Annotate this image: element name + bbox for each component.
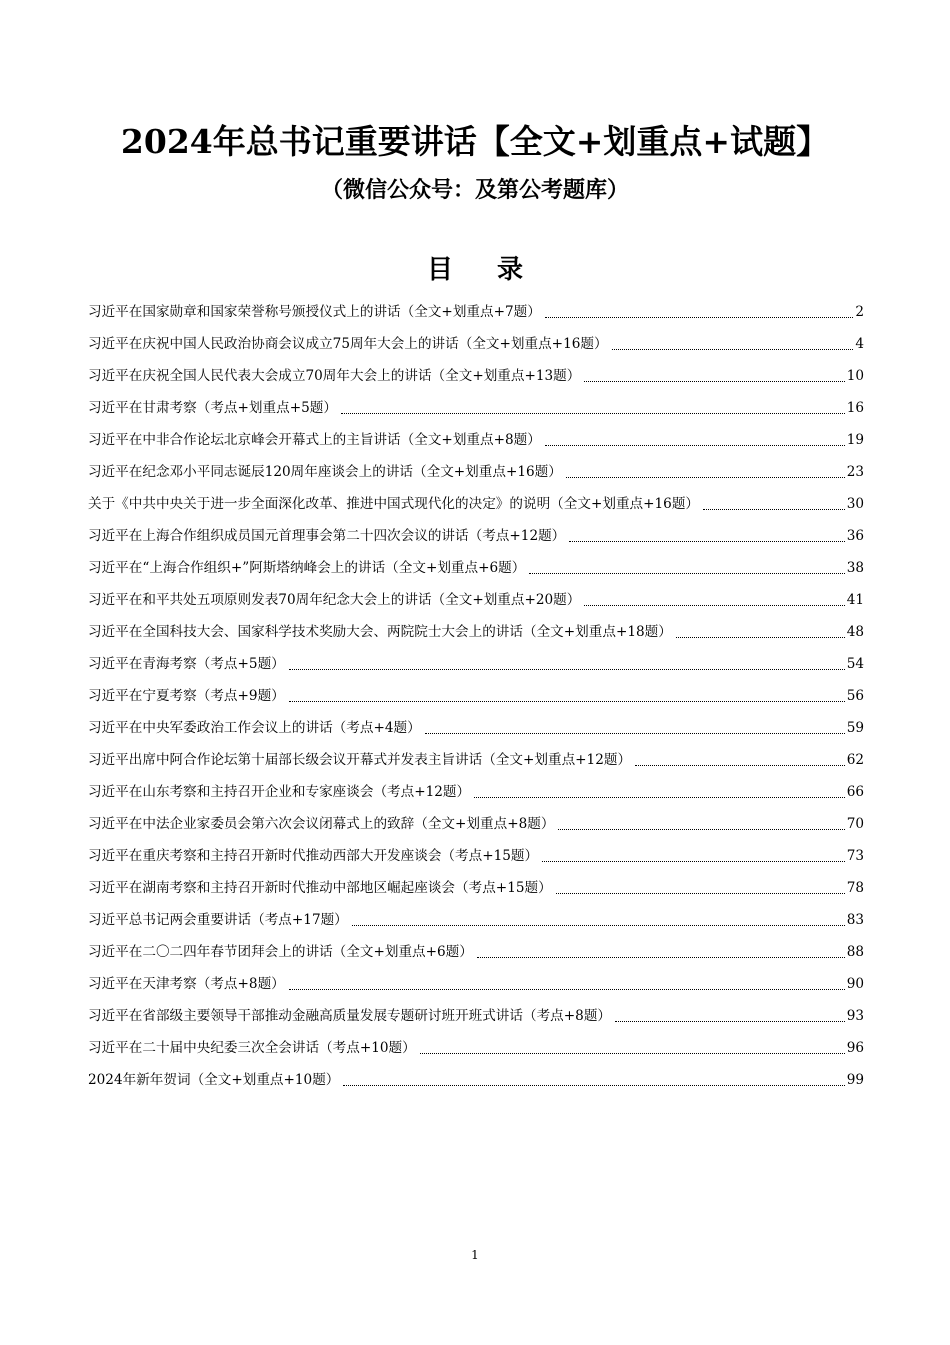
- toc-entry[interactable]: [88, 680, 864, 712]
- toc-dot-leader: [676, 637, 845, 638]
- toc-entry-title: 习近平在上海合作组织成员国元首理事会第二十四次会议的讲话（考点+12题）: [88, 528, 566, 544]
- toc-entry-title: 习近平在和平共处五项原则发表70周年纪念大会上的讲话（全文+划重点+20题）: [88, 592, 581, 608]
- toc-dot-leader: [425, 733, 845, 734]
- toc-entry-page: 38: [846, 560, 864, 576]
- toc-entry-page: 30: [846, 496, 864, 512]
- toc-dot-leader: [474, 797, 845, 798]
- toc-entry-title: 习近平在甘肃考察（考点+划重点+5题）: [88, 400, 337, 416]
- toc-dot-leader: [289, 669, 845, 670]
- toc-entry-page: 99: [846, 1072, 864, 1088]
- toc-entry-page: 62: [846, 752, 864, 768]
- toc-entry[interactable]: [88, 872, 864, 904]
- toc-entry[interactable]: [88, 520, 864, 552]
- toc-entry[interactable]: [88, 616, 864, 648]
- toc-entry-title: 习近平在二十届中央纪委三次全会讲话（考点+10题）: [88, 1040, 416, 1056]
- toc-entry[interactable]: [88, 584, 864, 616]
- toc-dot-leader: [289, 701, 845, 702]
- toc-entry-page: 73: [846, 848, 864, 864]
- toc-entry-title: 习近平在中法企业家委员会第六次会议闭幕式上的致辞（全文+划重点+8题）: [88, 816, 555, 832]
- toc-entry-page: 41: [846, 592, 864, 608]
- table-of-contents: [88, 296, 864, 1096]
- toc-entry-page: 48: [846, 624, 864, 640]
- toc-entry-page: 19: [846, 432, 864, 448]
- toc-entry-title: 习近平总书记两会重要讲话（考点+17题）: [88, 912, 348, 928]
- toc-entry-page: 93: [846, 1008, 864, 1024]
- toc-entry-title: 习近平在纪念邓小平同志诞辰120周年座谈会上的讲话（全文+划重点+16题）: [88, 464, 562, 480]
- toc-entry-page: 90: [846, 976, 864, 992]
- toc-entry-page: 83: [846, 912, 864, 928]
- toc-dot-leader: [542, 861, 845, 862]
- toc-entry-page: 4: [855, 336, 864, 352]
- toc-dot-leader: [556, 893, 845, 894]
- toc-entry-title: 习近平在庆祝中国人民政治协商会议成立75周年大会上的讲话（全文+划重点+16题）: [88, 336, 608, 352]
- toc-entry[interactable]: [88, 1064, 864, 1096]
- toc-entry[interactable]: [88, 648, 864, 680]
- toc-entry-page: 59: [846, 720, 864, 736]
- toc-dot-leader: [635, 765, 845, 766]
- document-subtitle: （微信公众号：及第公考题库）: [320, 177, 629, 203]
- toc-entry-title: 习近平在宁夏考察（考点+9题）: [88, 688, 285, 704]
- toc-dot-leader: [545, 445, 845, 446]
- toc-dot-leader: [584, 381, 844, 382]
- toc-entry[interactable]: [88, 552, 864, 584]
- toc-entry-page: 70: [846, 816, 864, 832]
- toc-entry[interactable]: [88, 968, 864, 1000]
- toc-dot-leader: [612, 349, 854, 350]
- toc-entry-title: 习近平在全国科技大会、国家科学技术奖励大会、两院院士大会上的讲话（全文+划重点+18题）: [88, 624, 672, 640]
- toc-entry[interactable]: [88, 840, 864, 872]
- toc-dot-leader: [352, 925, 845, 926]
- toc-dot-leader: [566, 477, 845, 478]
- toc-dot-leader: [584, 605, 844, 606]
- toc-dot-leader: [420, 1053, 845, 1054]
- toc-dot-leader: [545, 317, 854, 318]
- toc-heading: [0, 250, 950, 290]
- toc-dot-leader: [477, 957, 845, 958]
- toc-entry-title: 习近平在中非合作论坛北京峰会开幕式上的主旨讲话（全文+划重点+8题）: [88, 432, 541, 448]
- toc-entry-page: 56: [846, 688, 864, 704]
- toc-entry-title: 习近平在二〇二四年春节团拜会上的讲话（全文+划重点+6题）: [88, 944, 473, 960]
- toc-entry[interactable]: [88, 1000, 864, 1032]
- toc-entry-title: 习近平在湖南考察和主持召开新时代推动中部地区崛起座谈会（考点+15题）: [88, 880, 552, 896]
- toc-entry[interactable]: [88, 1032, 864, 1064]
- toc-entry[interactable]: [88, 296, 864, 328]
- toc-entry-page: 88: [846, 944, 864, 960]
- toc-entry-title: 习近平在青海考察（考点+5题）: [88, 656, 285, 672]
- toc-entry[interactable]: [88, 456, 864, 488]
- toc-entry-page: 2: [855, 304, 864, 320]
- toc-entry-title: 习近平在重庆考察和主持召开新时代推动西部大开发座谈会（考点+15题）: [88, 848, 539, 864]
- toc-entry-title: 习近平在庆祝全国人民代表大会成立70周年大会上的讲话（全文+划重点+13题）: [88, 368, 581, 384]
- toc-entry-title: 习近平出席中阿合作论坛第十届部长级会议开幕式并发表主旨讲话（全文+划重点+12题）: [88, 752, 632, 768]
- toc-dot-leader: [341, 413, 845, 414]
- toc-entry[interactable]: [88, 424, 864, 456]
- toc-entry-title: 关于《中共中央关于进一步全面深化改革、推进中国式现代化的决定》的说明（全文+划重点+16题）: [88, 496, 700, 512]
- toc-entry-title: 习近平在中央军委政治工作会议上的讲话（考点+4题）: [88, 720, 421, 736]
- toc-entry[interactable]: [88, 744, 864, 776]
- toc-dot-leader: [289, 989, 845, 990]
- toc-entry-page: 78: [846, 880, 864, 896]
- toc-entry[interactable]: [88, 776, 864, 808]
- toc-heading-right: 录: [497, 255, 524, 285]
- toc-entry[interactable]: [88, 808, 864, 840]
- toc-entry[interactable]: [88, 360, 864, 392]
- toc-entry-title: 习近平在山东考察和主持召开企业和专家座谈会（考点+12题）: [88, 784, 471, 800]
- toc-entry-page: 16: [846, 400, 864, 416]
- toc-dot-leader: [615, 1021, 845, 1022]
- toc-entry[interactable]: [88, 488, 864, 520]
- toc-dot-leader: [343, 1085, 844, 1086]
- toc-entry-page: 23: [846, 464, 864, 480]
- toc-entry-title: 2024年新年贺词（全文+划重点+10题）: [88, 1072, 340, 1088]
- toc-entry-title: 习近平在天津考察（考点+8题）: [88, 976, 285, 992]
- toc-entry[interactable]: [88, 712, 864, 744]
- toc-dot-leader: [529, 573, 844, 574]
- document-title: 2024年总书记重要讲话【全文+划重点+试题】: [120, 122, 830, 161]
- toc-entry-title: 习近平在国家勋章和国家荣誉称号颁授仪式上的讲话（全文+划重点+7题）: [88, 304, 541, 320]
- toc-entry-page: 96: [846, 1040, 864, 1056]
- toc-entry-page: 10: [846, 368, 864, 384]
- toc-entry[interactable]: [88, 904, 864, 936]
- page-number: 1: [471, 1248, 479, 1262]
- toc-heading-left: 目: [426, 255, 453, 285]
- toc-entry[interactable]: [88, 936, 864, 968]
- toc-entry[interactable]: [88, 392, 864, 424]
- toc-entry-title: 习近平在省部级主要领导干部推动金融高质量发展专题研讨班开班式讲话（考点+8题）: [88, 1008, 612, 1024]
- toc-dot-leader: [558, 829, 844, 830]
- toc-entry-page: 54: [846, 656, 864, 672]
- toc-entry-page: 66: [846, 784, 864, 800]
- toc-entry[interactable]: [88, 328, 864, 360]
- toc-entry-title: 习近平在“上海合作组织+”阿斯塔纳峰会上的讲话（全文+划重点+6题）: [88, 560, 526, 576]
- toc-dot-leader: [569, 541, 844, 542]
- toc-entry-page: 36: [846, 528, 864, 544]
- toc-dot-leader: [703, 509, 845, 510]
